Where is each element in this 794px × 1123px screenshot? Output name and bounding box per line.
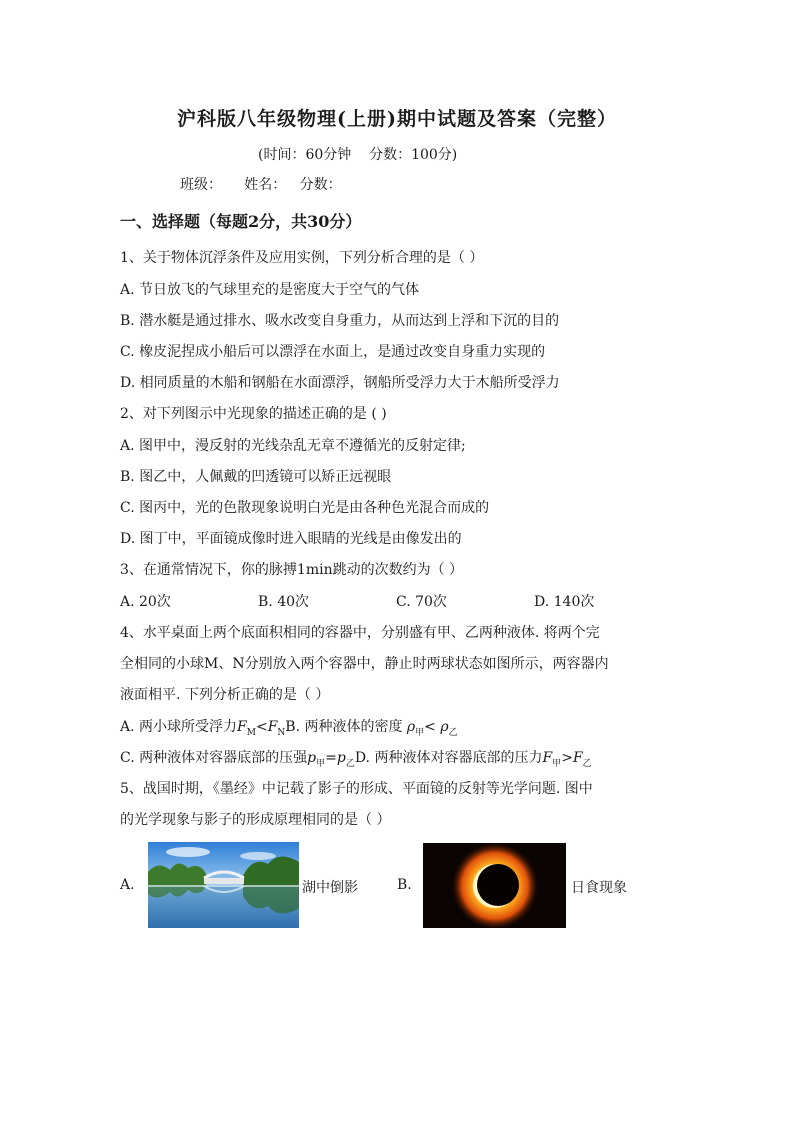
- q4-option-d-text: D. 两种液体对容器底部的压力: [354, 750, 543, 766]
- q4-stem-line-1: 4、水平桌面上两个底面积相同的容器中，分别盛有甲、乙两种液体. 将两个完: [120, 625, 600, 641]
- q4-option-b-sub1: 甲: [415, 727, 425, 738]
- q2-option-b: B. 图乙中，人佩戴的凹透镜可以矫正远视眼: [120, 469, 392, 485]
- q4-stem-line-3: 液面相平. 下列分析正确的是（ ）: [120, 687, 330, 703]
- q5-option-a-label: A.: [120, 877, 135, 893]
- q4-option-d-gt: >: [561, 750, 573, 766]
- class-name-score-line: 班级： 姓名： 分数：: [180, 177, 342, 193]
- q5-stem-line-1: 5、战国时期，《墨经》中记载了影子的形成、平面镜的反射等光学问题. 图中: [120, 781, 593, 797]
- lake-reflection-image: [148, 842, 299, 928]
- q3-stem: 3、在通常情况下，你的脉搏1min跳动的次数约为（ ）: [120, 562, 464, 578]
- exam-subtitle: (时间：60分钟 分数：100分): [258, 147, 458, 163]
- q4-option-a-f2: F: [267, 719, 278, 735]
- q4-option-b-rho2: ρ: [440, 719, 449, 735]
- q4-option-c-text: C. 两种液体对容器底部的压强: [120, 750, 308, 766]
- q4-option-a-sub-n: N: [277, 727, 286, 738]
- q4-option-d-f2: F: [572, 750, 583, 766]
- q5-option-b-label: B.: [397, 877, 412, 893]
- q1-option-d: D. 相同质量的木船和钢船在水面漂浮，钢船所受浮力大于木船所受浮力: [120, 375, 560, 391]
- solar-eclipse-image: [423, 843, 566, 928]
- q4-option-b-sub2: 乙: [448, 727, 458, 738]
- q3-option-a: A. 20次: [120, 594, 171, 610]
- q4-option-d-sub2: 乙: [582, 758, 592, 769]
- q4-options-ab: [120, 716, 458, 738]
- q4-option-b-text: B. 两种液体的密度: [285, 719, 407, 735]
- q2-option-a: A. 图甲中，漫反射的光线杂乱无章不遵循光的反射定律;: [120, 438, 466, 454]
- q4-option-c-p: p: [307, 750, 317, 766]
- q4-option-a-sub-m: M: [246, 727, 256, 738]
- q4-option-b-lt: <: [424, 719, 441, 735]
- q4-option-c-sub2: 乙: [345, 758, 355, 769]
- q1-option-c: C. 橡皮泥捏成小船后可以漂浮在水面上，是通过改变自身重力实现的: [120, 344, 546, 360]
- q4-option-a-text: A. 两小球所受浮力: [120, 719, 238, 735]
- q3-option-b: B. 40次: [258, 594, 310, 610]
- q4-option-a-lt: <: [255, 719, 268, 735]
- q5-stem-line-2: 的光学现象与影子的形成原理相同的是（ ）: [120, 812, 391, 828]
- q4-option-d-f: F: [542, 750, 553, 766]
- q4-stem-line-2: 全相同的小球M、N分别放入两个容器中，静止时两球状态如图所示，两容器内: [120, 656, 609, 672]
- q4-options-cd: [120, 747, 592, 769]
- q4-option-a-f: F: [237, 719, 247, 735]
- q4-option-c-eq: =: [325, 750, 337, 766]
- q4-option-b-rho: ρ: [406, 719, 416, 735]
- q4-option-c-p2: p: [336, 750, 346, 766]
- section-heading: 一、选择题（每题2分，共30分）: [120, 212, 362, 231]
- q5-option-b-caption: 日食现象: [571, 880, 627, 896]
- q3-option-d: D. 140次: [534, 594, 595, 610]
- q1-stem: 1、关于物体沉浮条件及应用实例，下列分析合理的是（ ）: [120, 250, 484, 266]
- q2-option-d: D. 图丁中，平面镜成像时进入眼睛的光线是由像发出的: [120, 531, 462, 547]
- q2-option-c: C. 图丙中，光的色散现象说明白光是由各种色光混合而成的: [120, 500, 490, 516]
- q5-option-a-caption: 湖中倒影: [302, 880, 358, 896]
- q4-option-c-sub1: 甲: [316, 758, 326, 769]
- q4-option-d-sub1: 甲: [552, 758, 562, 769]
- q1-option-a: A. 节日放飞的气球里充的是密度大于空气的气体: [120, 282, 420, 298]
- q1-option-b: B. 潜水艇是通过排水、吸水改变自身重力，从而达到上浮和下沉的目的: [120, 313, 560, 329]
- q2-stem: 2、对下列图示中光现象的描述正确的是 ( ): [120, 406, 387, 422]
- q3-option-c: C. 70次: [396, 594, 447, 610]
- exam-title: 沪科版八年级物理(上册)期中试题及答案（完整）: [177, 108, 617, 130]
